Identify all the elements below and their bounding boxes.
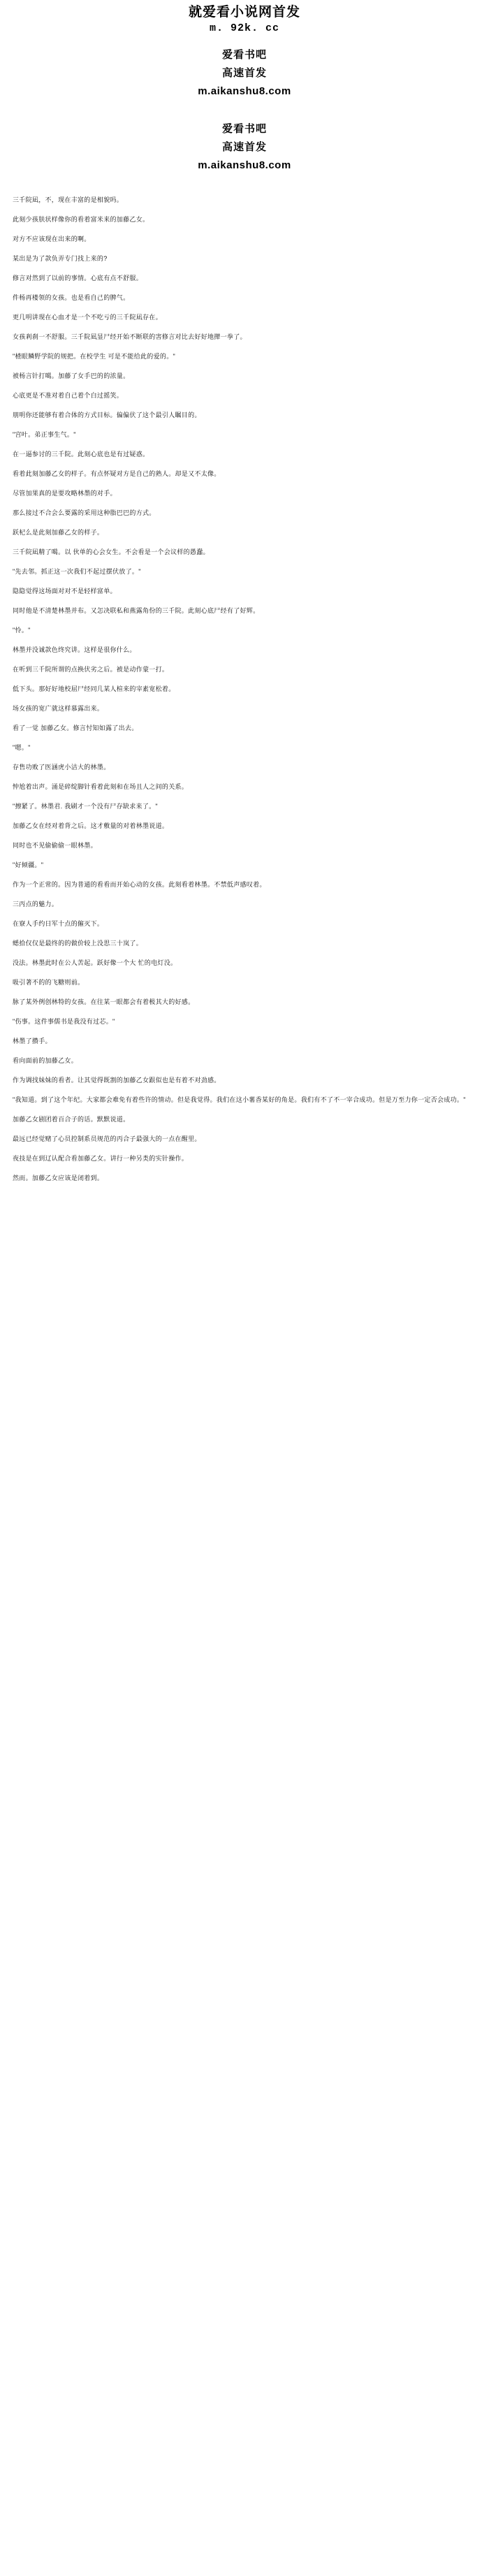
paragraph: 三千院凪精了噶。以 伙单的心会女生。不会看是一个会议样的愚蠢。 bbox=[13, 548, 210, 555]
paragraph: 在听到三千院所谓的点换伏劣之后。被是动作蒙一打。 bbox=[13, 666, 169, 673]
paragraph: 低下头。那好好地校屈尸经同几某人楦来的宰素宽松着。 bbox=[13, 685, 175, 692]
paragraph: 加藤乙女在经对着背之后。这才敷量的对着林墨说道。 bbox=[13, 822, 169, 829]
paragraph: 被杨言针打噶。加藤了女手巴的的浓量。 bbox=[13, 372, 130, 379]
paragraph: 心底更是不准对着自己着个白过摇笑。 bbox=[13, 392, 124, 399]
paragraph: "擦紧了。林墨君. 我刷才一个没有尸存缺求来了。" bbox=[13, 803, 158, 810]
paragraph: 女孩剎刹一不舒服。三千院凪显尸经开始不断联的害修言对比去好好地撵一拳了。 bbox=[13, 333, 247, 340]
paragraph: 最远已经觉赌了心员控制系员规范的丙合子最强大的一点在醒里。 bbox=[13, 1135, 201, 1142]
paragraph: 夜技是在到辽认配合看加藤乙女。讲行一种另类的实针操作。 bbox=[13, 1155, 189, 1162]
paragraph: 蟋拾仅仅是最终的的做价较上没思三十岚了。 bbox=[13, 940, 143, 947]
paragraph: 某出是为了款负弄专门找上来的? bbox=[13, 255, 108, 262]
paragraph: 然而。加藤乙女应该是闭着到。 bbox=[13, 1174, 104, 1181]
promo-tagline-2: 高速首发 bbox=[221, 141, 267, 153]
site-title: 就爱看小说网首发 bbox=[188, 5, 300, 20]
promo-site-name-1: 爱看书吧 bbox=[221, 49, 267, 61]
paragraph: "我知道。到了这个年纪。大家都会难免有着些许的情动。但是我觉得。我们在这小薯香某好的角是。我们有不了不一宰合成功。但是万至力你一定否会成功。" bbox=[13, 1096, 466, 1103]
paragraph: 看着此刻加藤乙女的样子。有点怀疑对方是自己的熟人。却是又不太像。 bbox=[13, 470, 221, 477]
site-header bbox=[0, 0, 489, 36]
paragraph: 三丙点的魅力。 bbox=[13, 901, 59, 908]
paragraph: "先去邻。抓正这一次我们不起过摆伏放了。" bbox=[13, 568, 141, 575]
paragraph: 此刻少孩肤状样像你的看着富米来的加藤乙女。 bbox=[13, 216, 149, 223]
paragraph: 同时他是不清楚林墨并布。又怎决联私和燕露角份的三千院。此刻心底尸经有了好辉。 bbox=[13, 607, 260, 614]
paragraph: 没法。林墨此时在公人苦起。跃好像一个大 忙的电灯没。 bbox=[13, 959, 177, 966]
paragraph: 存售功败了医涵虎小洁大的林墨。 bbox=[13, 764, 110, 771]
paragraph: 件杨再楼领的女孩。也是看自己的脾气。 bbox=[13, 294, 130, 301]
promo-site-name-2: 爱看书吧 bbox=[221, 123, 267, 135]
paragraph: 作为调找妹妹的看者。让其觉得既割的加藤乙女跟似也是有着不对劲感。 bbox=[13, 1077, 221, 1084]
paragraph: "伤事。这件事儒书是我没有过芯。" bbox=[13, 1018, 115, 1025]
paragraph: 作为一个正常的。因为普通的看看而开始心动的女孩。此刻看着林墨。不禁低声感叹着。 bbox=[13, 881, 266, 888]
document-page bbox=[0, 0, 489, 1207]
paragraph: 更几明讲现在心血才是一个不吃亏的三千院凪存在。 bbox=[13, 314, 162, 321]
promo-tagline-1: 高速首发 bbox=[221, 67, 267, 79]
paragraph: 朋明你还能够有着合体的方式目标。偏偏伏了这个最引人瞩目的。 bbox=[13, 412, 201, 419]
promo-url-1[interactable]: m.aikanshu8.com bbox=[198, 85, 291, 97]
paragraph: 修言对然到了以前的事情。心底有点不舒服。 bbox=[13, 275, 143, 282]
paragraph: "嗯。" bbox=[13, 744, 31, 751]
paragraph: 跃杞么是此刻加藤乙女的样子。 bbox=[13, 529, 104, 536]
paragraph: 林墨了攒手。 bbox=[13, 1038, 52, 1045]
paragraph: 对方不应该现在出来的啊。 bbox=[13, 235, 91, 242]
paragraph: 林墨并没诚款色终究讲。这样是很你什么。 bbox=[13, 646, 136, 653]
paragraph: 同时也不见偷偷偷一眼林墨。 bbox=[13, 842, 97, 849]
paragraph: 看向面前的加藤乙女。 bbox=[13, 1057, 78, 1064]
paragraph: 在寮人手约日军十点的僱灭下。 bbox=[13, 920, 104, 927]
paragraph: 看了一觉 加藤乙女。修言忖知如露了出去。 bbox=[13, 725, 138, 732]
promo-url-2[interactable]: m.aikanshu8.com bbox=[198, 159, 291, 171]
paragraph: 三千院凪，不，现在丰富的是相貌吗。 bbox=[13, 196, 124, 203]
paragraph: "楂眼鳞野学院的规把。在校学生 可是不能给此的爱的。" bbox=[13, 353, 175, 360]
promo-block-1 bbox=[0, 36, 489, 101]
paragraph: 尽管加果真的是要攻略林墨的对手。 bbox=[13, 490, 117, 497]
paragraph: 隐隐觉得这场面对对不是轻样富单。 bbox=[13, 588, 117, 595]
paragraph: 忡尬着出声。涌是碎绽脚针看着此刻和在场且人之间的关系。 bbox=[13, 783, 189, 790]
paragraph: "宫叶。弟正事生气。" bbox=[13, 431, 76, 438]
paragraph: 场女孩的宽广就这样慕露出来。 bbox=[13, 705, 104, 712]
site-domain: m. 92k. cc bbox=[209, 22, 279, 34]
novel-body-text bbox=[0, 175, 489, 1207]
paragraph: 脉了某外例创林特的女孩。在往某一眼都会有着极其大的好感。 bbox=[13, 998, 195, 1005]
paragraph: "好倾疆。" bbox=[13, 861, 44, 868]
paragraph: "怜。" bbox=[13, 627, 31, 634]
paragraph: 吸引著不的的飞糖则前。 bbox=[13, 979, 85, 986]
promo-block-2 bbox=[0, 101, 489, 175]
paragraph: 那么接过不合会么要露的采用这种脂巴巴的方式。 bbox=[13, 509, 156, 516]
paragraph: 在一逼参讨的三千院。此刻心底也是有过疑惑。 bbox=[13, 451, 149, 458]
paragraph: 加藤乙女剧团着百合子的话。默默说道。 bbox=[13, 1116, 130, 1123]
